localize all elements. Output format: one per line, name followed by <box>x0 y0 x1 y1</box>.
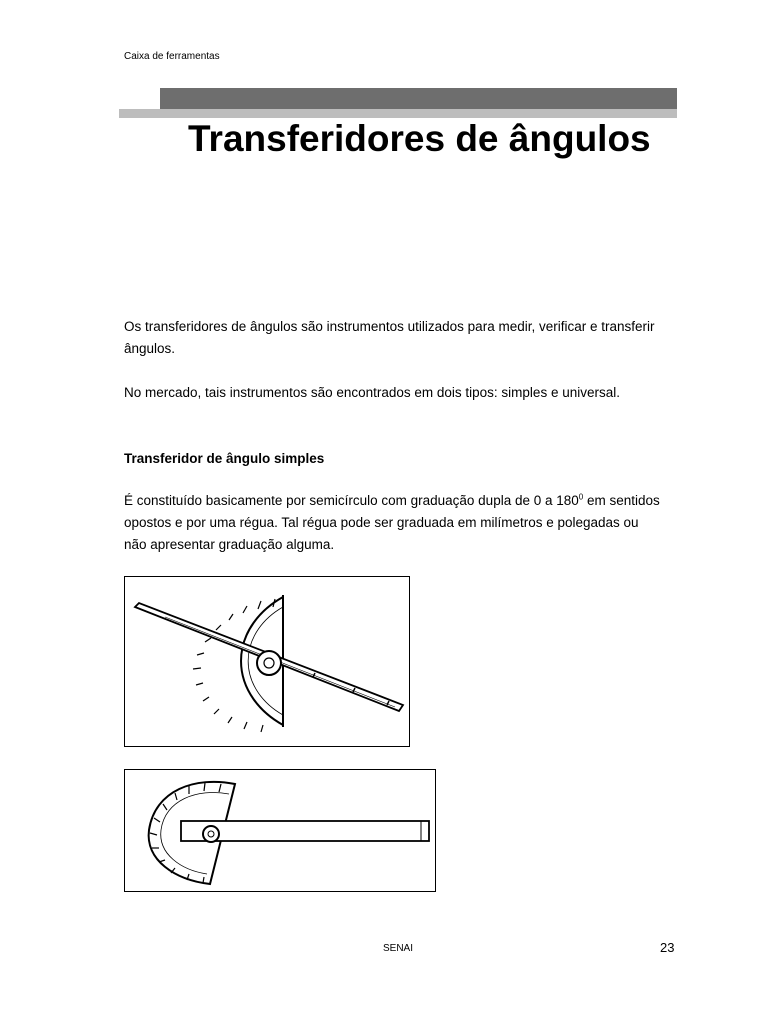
intro-paragraph-2: No mercado, tais instrumentos são encontrados em dois tipos: simples e universal. <box>124 385 620 400</box>
section-text-part-1: É constituído basicamente por semicírculo com graduação dupla de 0 a 180 <box>124 493 579 508</box>
section-heading: Transferidor de ângulo simples <box>124 451 325 466</box>
running-header: Caixa de ferramentas <box>124 51 220 62</box>
intro-paragraph-1: Os transferidores de ângulos são instrumentos utilizados para medir, verificar e transferir ângulos. <box>124 319 655 356</box>
title-bar-light <box>119 109 677 118</box>
title-bar-dark <box>160 88 677 109</box>
section-paragraph <box>124 490 664 556</box>
protractor-with-angled-ruler-icon <box>125 577 409 746</box>
figure-protractor-2 <box>124 769 436 892</box>
protractor-with-horizontal-ruler-icon <box>125 770 435 891</box>
page-title: Transferidores de ângulos <box>188 118 651 159</box>
page-number: 23 <box>660 940 675 955</box>
degree-superscript: 0 <box>578 492 584 502</box>
figure-protractor-1 <box>124 576 410 747</box>
footer-org: SENAI <box>383 943 414 954</box>
section-text-part-2: em sentidos opostos e por uma régua. Tal régua pode ser graduada em milímetros e polegadas ou não apresentar graduação alguma. <box>124 493 660 552</box>
